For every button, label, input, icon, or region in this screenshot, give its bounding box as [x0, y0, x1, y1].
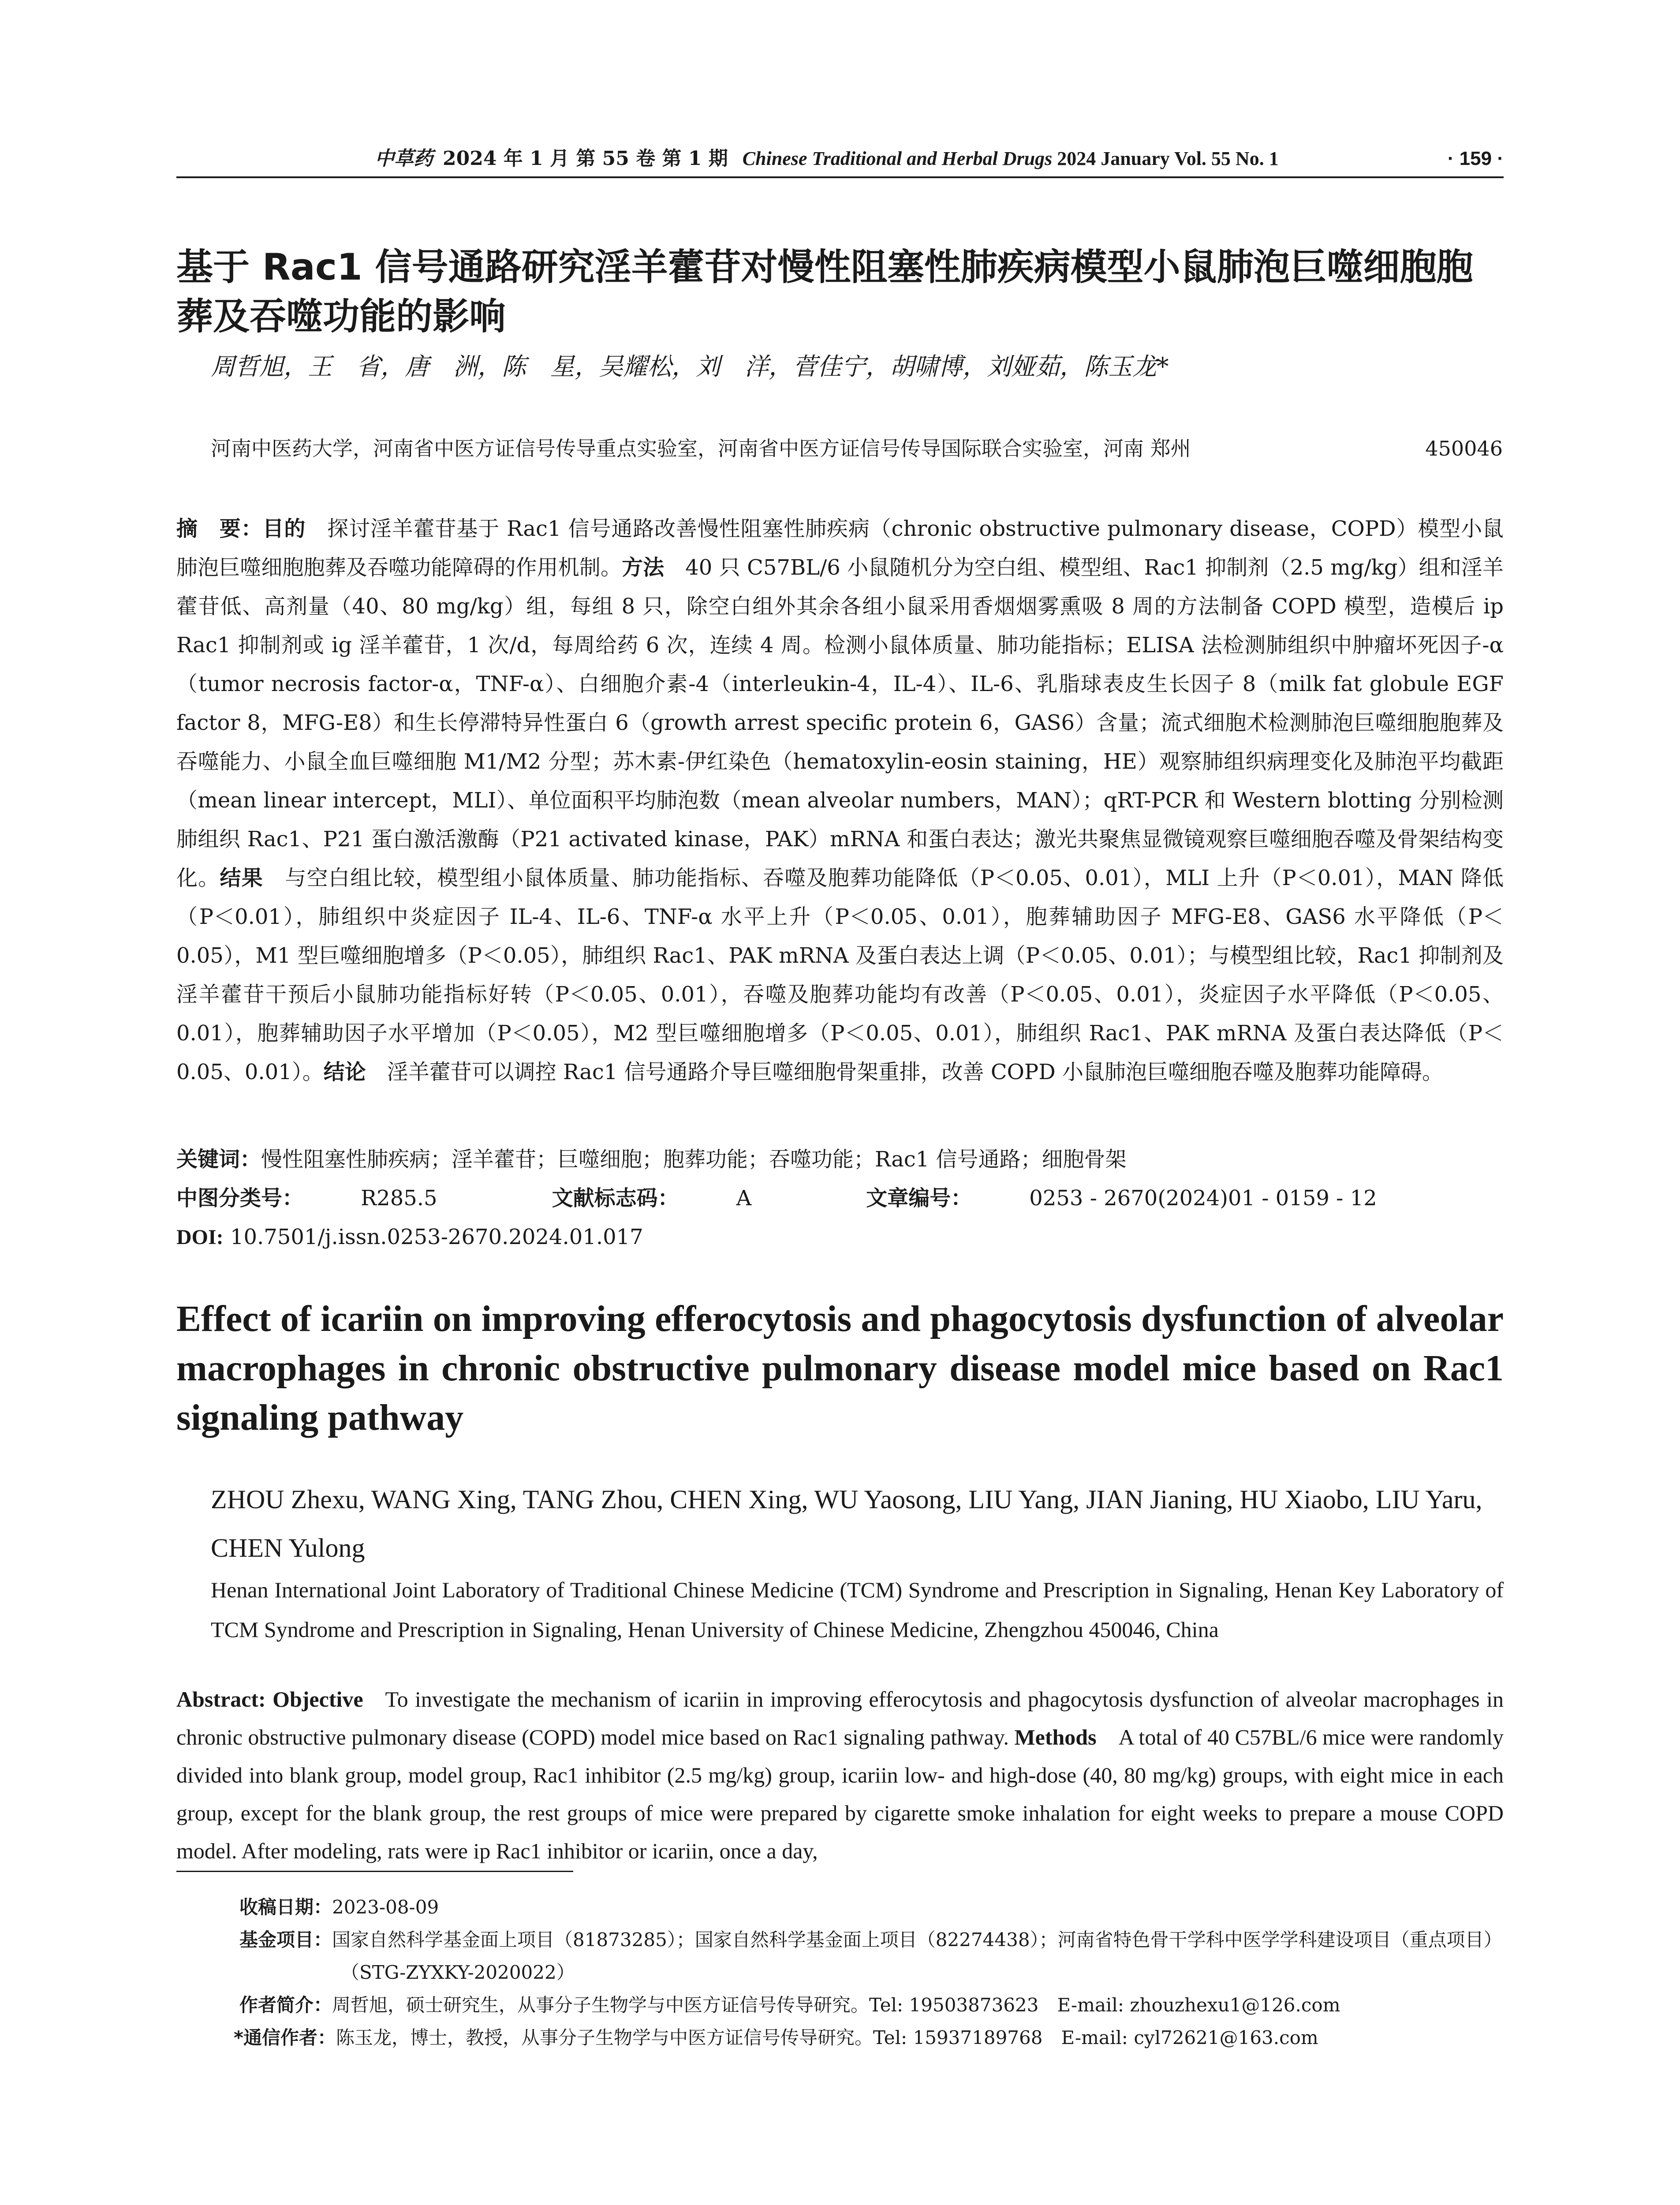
corr-label: *通信作者： — [234, 2027, 336, 2048]
doi-value: 10.7501/j.issn.0253-2670.2024.01.017 — [230, 1225, 643, 1249]
article-no-label: 文章编号： — [866, 1186, 972, 1211]
footnote-rule — [176, 1871, 573, 1872]
results-cn-label: 结果 — [220, 866, 264, 890]
corr-text: 陈玉龙，博士，教授，从事分子生物学与中医方证信号传导研究。Tel: 15937189768 E-mail: cyl72621@163.com — [336, 2027, 1318, 2048]
authors-cn: 周哲旭，王 省，唐 洲，陈 星，吴耀松，刘 洋，菅佳宁，胡啸博，刘娅茹，陈玉龙* — [211, 352, 1169, 381]
methods-en-label: Methods — [1014, 1725, 1097, 1749]
methods-cn-label: 方法 — [622, 555, 665, 580]
abstract-en-label: Abstract: Objective — [176, 1687, 363, 1712]
footnote-received — [239, 1891, 1504, 1924]
affiliation-en: Henan International Joint Laboratory of Traditional Chinese Medicine (TCM) Syndrome and Prescription in Signaling, Henan Key Laboratory of TCM Syndrome and Prescription in Signaling, Henan University of Chinese Medicine, Zhengzhou 450046, China — [211, 1577, 1504, 1642]
doi-line — [176, 1218, 1504, 1257]
conclusion-cn-label: 结论 — [323, 1060, 366, 1084]
objective-en-text: To investigate the mechanism of icariin in improving efferocytosis and phagocytosis dysfunction of alveolar macrophages in chronic obstructive pulmonary disease (COPD) model mice based on Rac1 signaling pathway. — [176, 1687, 1504, 1749]
clc-value: R285.5 — [361, 1186, 437, 1211]
abstract-cn-label: 摘 要： — [176, 516, 263, 541]
keywords-cn-label: 关键词： — [176, 1147, 261, 1172]
affiliation-cn — [211, 434, 1503, 463]
journal-name-en: Chinese Traditional and Herbal Drugs — [742, 148, 1053, 169]
keywords-cn-text: 慢性阻塞性肺疾病；淫羊藿苷；巨噬细胞；胞葬功能；吞噬功能；Rac1 信号通路；细胞骨架 — [261, 1147, 1127, 1172]
affiliation-cn-postcode: 450046 — [1425, 437, 1503, 460]
methods-cn-text: 40 只 C57BL/6 小鼠随机分为空白组、模型组、Rac1 抑制剂（2.5 mg/kg）组和淫羊藿苷低、高剂量（40、80 mg/kg）组，每组 8 只，除空白组外其余各组小鼠采用香烟烟雾熏吸 8 周的方法制备 COPD 模型，造模后 ip Rac1 抑制剂或 ig 淫羊藿苷，1 次/d，每周给药 6 次，连续 4 周。检测小鼠体质量、肺功能指标；ELISA 法检测肺组织中肿瘤坏死因子-α（tumor necrosis factor-α，TNF-α）、白细胞介素-4（interleukin-4，IL-4）、IL-6、乳脂球表皮生长因子 8（milk fat globule EGF factor 8，MFG-E8）和生长停滞特异性蛋白 6（growth arrest specific protein 6，GAS6）含量；流式细胞术检测肺泡巨噬细胞胞葬及吞噬能力、小鼠全血巨噬细胞 M1/M2 分型；苏木素-伊红染色（hematoxylin-eosin staining，HE）观察肺组织病理变化及肺泡平均截距（mean linear intercept，MLI）、单位面积平均肺泡数（mean alveolar numbers，MAN）；qRT-PCR 和 Western blotting 分别检测肺组织 Rac1、P21 蛋白激活激酶（P21 activated kinase，PAK）mRNA 和蛋白表达；激光共聚焦显微镜观察巨噬细胞吞噬及骨架结构变化。 — [176, 555, 1504, 890]
issue-en: 2024 January Vol. 55 No. 1 — [1057, 148, 1279, 169]
title-cn: 基于 Rac1 信号通路研究淫羊藿苷对慢性阻塞性肺疾病模型小鼠肺泡巨噬细胞胞葬及吞噬功能的影响 — [176, 246, 1473, 338]
objective-cn-label: 目的 — [262, 516, 306, 541]
keywords-cn — [176, 1140, 1504, 1179]
fund-label: 基金项目： — [239, 1929, 332, 1951]
affiliation-cn-text: 河南中医药大学，河南省中医方证信号传导重点实验室，河南省中医方证信号传导国际联合实验室，河南 郑州 — [211, 437, 1191, 460]
page-number: · 159 · — [1447, 148, 1504, 169]
issue-cn: 2024 年 1 月 第 55 卷 第 1 期 — [443, 147, 728, 170]
bio-label: 作者简介： — [239, 1994, 332, 2016]
footnote-corresponding — [234, 2022, 1498, 2054]
journal-name-cn: 中草药 — [375, 147, 433, 170]
classification-line — [176, 1179, 1504, 1218]
article-no-item — [866, 1186, 1434, 1211]
clc-item — [176, 1186, 495, 1211]
running-header — [176, 146, 1504, 172]
abstract-cn — [176, 509, 1504, 1091]
clc-label: 中图分类号： — [176, 1186, 304, 1211]
received-date: 2023-08-09 — [332, 1896, 439, 1918]
results-cn-text: 与空白组比较，模型组小鼠体质量、肺功能指标、吞噬及胞葬功能降低（P＜0.05、0.01），MLI 上升（P＜0.01），MAN 降低（P＜0.01），肺组织中炎症因子 IL-4、IL-6、TNF-α 水平上升（P＜0.05、0.01），胞葬辅助因子 MFG-E8、GAS6 水平降低（P＜0.05），M1 型巨噬细胞增多（P＜0.05），肺组织 Rac1、PAK mRNA 及蛋白表达上调（P＜0.05、0.01）；与模型组比较，Rac1 抑制剂及淫羊藿苷干预后小鼠肺功能指标好转（P＜0.05、0.01），吞噬及胞葬功能均有改善（P＜0.05、0.01），炎症因子水平降低（P＜0.05、0.01），胞葬辅助因子水平增加（P＜0.05），M2 型巨噬细胞增多（P＜0.05、0.01），肺组织 Rac1、PAK mRNA 及蛋白表达降低（P＜0.05、0.01）。 — [176, 866, 1504, 1084]
methods-en-text: A total of 40 C57BL/6 mice were randomly divided into blank group, model group, Rac1 inhibitor (2.5 mg/kg) group, icariin low- and high-dose (40, 80 mg/kg) groups, with eight mice in each group, except for the blank group, the rest groups of mice were prepared by cigarette smoke inhalation for eight weeks to prepare a mouse COPD model. After modeling, rats were ip Rac1 inhibitor or icariin, once a day, — [176, 1725, 1504, 1863]
fund-text: 国家自然科学基金面上项目（81873285）；国家自然科学基金面上项目（82274438）；河南省特色骨干学科中医学学科建设项目（重点项目）（STG-ZYXKY-2020022） — [332, 1929, 1502, 1983]
title-en: Effect of icariin on improving efferocytosis and phagocytosis dysfunction of alveolar macrophages in chronic obstructive pulmonary disease model mice based on Rac1 signaling pathway — [176, 1298, 1504, 1438]
doc-code-label: 文献标志码： — [552, 1186, 679, 1211]
authors-en: ZHOU Zhexu, WANG Xing, TANG Zhou, CHEN Xing, WU Yaosong, LIU Yang, JIAN Jianing, HU Xiaobo, LIU Yaru, CHEN Yulong — [211, 1485, 1482, 1562]
doc-code-value: A — [736, 1186, 752, 1211]
doi-label: DOI: — [176, 1226, 224, 1249]
received-label: 收稿日期： — [239, 1896, 332, 1918]
footnote-fund — [239, 1924, 1504, 1989]
article-no-value: 0253 - 2670(2024)01 - 0159 - 12 — [1029, 1186, 1377, 1211]
header-rule — [176, 176, 1504, 178]
footnote-author-bio — [239, 1989, 1504, 2022]
abstract-en — [176, 1680, 1504, 1870]
objective-cn-text: 探讨淫羊藿苷基于 Rac1 信号通路改善慢性阻塞性肺疾病（chronic obstructive pulmonary disease，COPD）模型小鼠肺泡巨噬细胞胞葬及吞噬功能障碍的作用机制。 — [176, 516, 1504, 580]
journal-issue-line — [375, 146, 1279, 172]
doc-code-item — [552, 1186, 809, 1211]
bio-text: 周哲旭，硕士研究生，从事分子生物学与中医方证信号传导研究。Tel: 19503873623 E-mail: zhouzhexu1@126.com — [332, 1994, 1340, 2016]
conclusion-cn-text: 淫羊藿苷可以调控 Rac1 信号通路介导巨噬细胞骨架重排，改善 COPD 小鼠肺泡巨噬细胞吞噬及胞葬功能障碍。 — [387, 1060, 1443, 1084]
